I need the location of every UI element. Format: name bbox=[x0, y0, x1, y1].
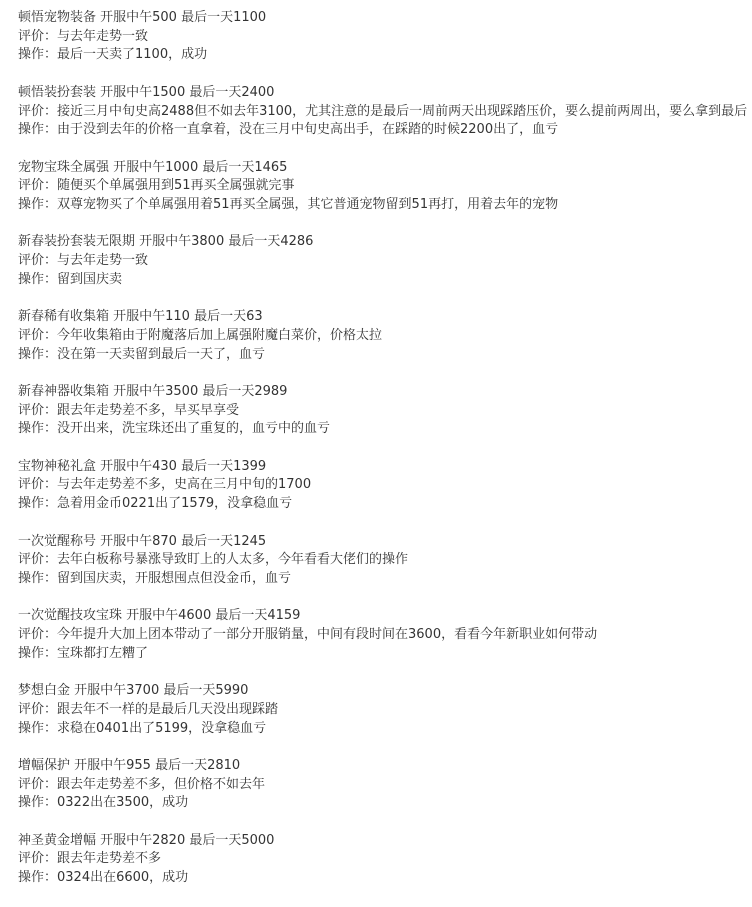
note-entry bbox=[18, 9, 752, 65]
note-entry bbox=[18, 607, 752, 663]
entry-action: 操作：留到国庆卖 bbox=[18, 271, 123, 287]
note-entry bbox=[18, 757, 752, 813]
entry-title: 新春装扮套装无限期 开服中午3800 最后一天4286 bbox=[18, 234, 314, 250]
entry-title: 新春神器收集箱 开服中午3500 最后一天2989 bbox=[18, 383, 288, 399]
entry-review: 评价：接近三月中旬史高2488但不如去年3100，尤其注意的是最后一周前两天出现踩踏压价，要么提前两周出，要么拿到最后 bbox=[18, 103, 748, 119]
entry-title: 宝物神秘礼盒 开服中午430 最后一天1399 bbox=[18, 458, 267, 474]
entry-title: 梦想白金 开服中午3700 最后一天5990 bbox=[18, 683, 249, 699]
note-entry bbox=[18, 383, 752, 439]
entry-title: 一次觉醒称号 开服中午870 最后一天1245 bbox=[18, 533, 267, 549]
entry-review: 评价：今年提升大加上团本带动了一部分开服销量，中间有段时间在3600，看看今年新职业如何带动 bbox=[18, 627, 598, 643]
entry-review: 评价：去年白板称号暴涨导致盯上的人太多，今年看看大佬们的操作 bbox=[18, 552, 409, 568]
note-entry bbox=[18, 233, 752, 289]
entry-review: 评价：跟去年不一样的是最后几天没出现踩踏 bbox=[18, 701, 279, 717]
entry-title: 一次觉醒技攻宝珠 开服中午4600 最后一天4159 bbox=[18, 608, 301, 624]
entry-review: 评价：随便买个单属强用到51再买全属强就完事 bbox=[18, 178, 295, 194]
entry-review: 评价：跟去年走势差不多，但价格不如去年 bbox=[18, 776, 266, 792]
entry-review: 评价：与去年走势一致 bbox=[18, 28, 149, 44]
entry-action: 操作：双尊宠物买了个单属强用着51再买全属强，其它普通宠物留到51再打，用着去年的宠物 bbox=[18, 197, 559, 212]
entry-action: 操作：没在第一天卖留到最后一天了，血亏 bbox=[18, 346, 266, 362]
entry-action: 操作：由于没到去年的价格一直拿着，没在三月中旬史高出手，在踩踏的时候2200出了，血亏 bbox=[18, 122, 559, 138]
entry-title: 神圣黄金增幅 开服中午2820 最后一天5000 bbox=[18, 832, 275, 848]
entry-title: 顿悟宠物装备 开服中午500 最后一天1100 bbox=[18, 10, 267, 25]
entry-action: 操作：求稳在0401出了5199，没拿稳血亏 bbox=[18, 720, 267, 736]
note-entry bbox=[18, 832, 752, 888]
note-entry bbox=[18, 458, 752, 514]
entry-action: 操作：0324出在6600，成功 bbox=[18, 870, 189, 886]
entry-title: 增幅保护 开服中午955 最后一天2810 bbox=[18, 757, 241, 773]
entry-action: 操作：宝珠都打左糟了 bbox=[18, 645, 149, 661]
entry-action: 操作：0322出在3500，成功 bbox=[18, 795, 189, 811]
entry-title: 顿悟装扮套装 开服中午1500 最后一天2400 bbox=[18, 84, 275, 100]
entry-action: 操作：没开出来，洗宝珠还出了重复的，血亏中的血亏 bbox=[18, 421, 331, 437]
entry-review: 评价：今年收集箱由于附魔落后加上属强附魔白菜价，价格太拉 bbox=[18, 327, 383, 343]
note-entry bbox=[18, 159, 752, 215]
entry-review: 评价：跟去年走势差不多 bbox=[18, 851, 162, 867]
entry-title: 宠物宝珠全属强 开服中午1000 最后一天1465 bbox=[18, 159, 288, 175]
entry-review: 评价：与去年走势差不多，史高在三月中旬的1700 bbox=[18, 477, 312, 493]
entry-action: 操作：急着用金币0221出了1579，没拿稳血亏 bbox=[18, 496, 293, 512]
entry-action: 操作：最后一天卖了1100，成功 bbox=[18, 47, 208, 63]
note-entry bbox=[18, 682, 752, 738]
note-entry bbox=[18, 533, 752, 589]
entry-action: 操作：留到国庆卖，开服想囤点但没金币，血亏 bbox=[18, 570, 292, 586]
entry-review: 评价：与去年走势一致 bbox=[18, 253, 149, 269]
entry-title: 新春稀有收集箱 开服中午110 最后一天63 bbox=[18, 309, 263, 325]
note-entry bbox=[18, 84, 752, 140]
entry-review: 评价：跟去年走势差不多，早买早享受 bbox=[18, 402, 240, 418]
note-entry bbox=[18, 308, 752, 364]
